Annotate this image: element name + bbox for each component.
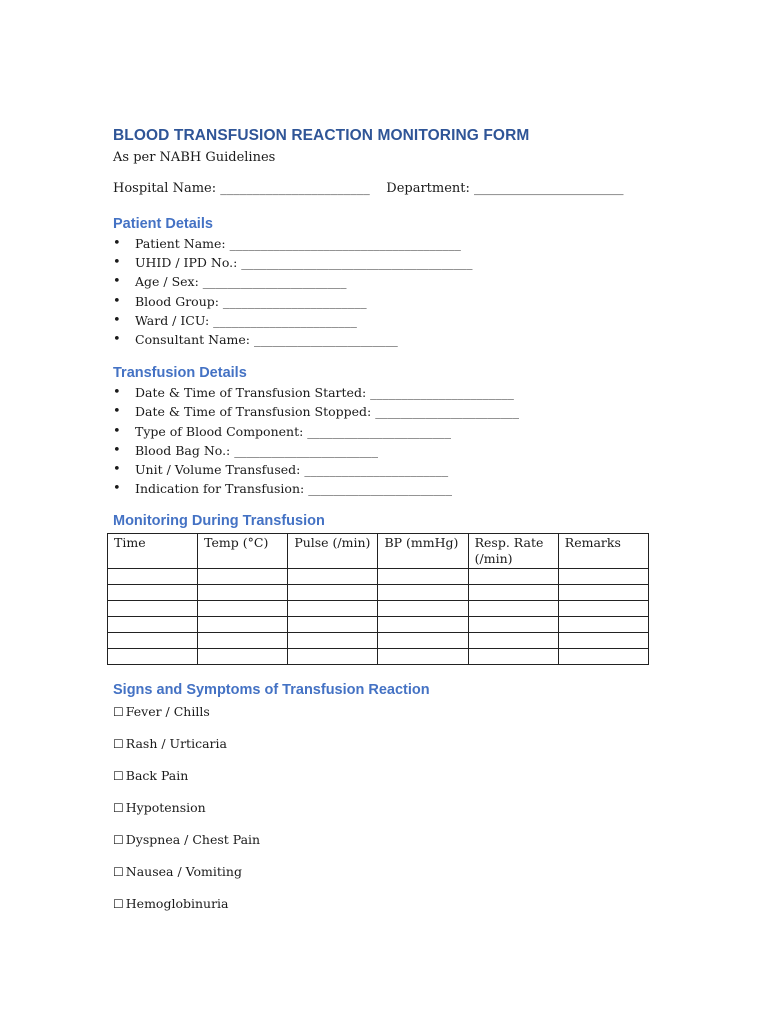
patient-details-list [113, 234, 673, 349]
table-cell[interactable] [468, 601, 558, 617]
table-row [108, 585, 649, 601]
table-cell[interactable] [378, 649, 468, 665]
symptom-checkbox-row[interactable] [113, 895, 673, 927]
form-page [113, 126, 673, 927]
column-header: Resp. Rate (/min) [468, 534, 558, 569]
transfusion-details-list [113, 383, 673, 498]
table-cell[interactable] [378, 601, 468, 617]
symptom-checkbox-row[interactable] [113, 767, 673, 799]
form-subtitle: As per NABH Guidelines [113, 150, 276, 165]
symptom-checkbox-row[interactable] [113, 831, 673, 863]
checkbox-icon[interactable]: ☐ [113, 833, 124, 848]
patient-field-item[interactable]: • Ward / ICU: _______________________ [113, 311, 673, 330]
checkbox-icon[interactable]: ☐ [113, 705, 124, 720]
symptom-checkbox-row[interactable] [113, 799, 673, 831]
table-cell[interactable] [288, 569, 378, 585]
transfusion-field-item[interactable]: • Type of Blood Component: _______________________ [113, 422, 673, 441]
transfusion-field-item[interactable]: • Indication for Transfusion: _______________________ [113, 479, 673, 498]
symptoms-heading: Signs and Symptoms of Transfusion Reaction [113, 682, 430, 699]
patient-field-item[interactable]: • Patient Name: _____________________________________ [113, 234, 673, 253]
transfusion-field-item[interactable]: • Blood Bag No.: _______________________ [113, 441, 673, 460]
symptom-label: Back Pain [125, 768, 189, 784]
table-cell[interactable] [198, 633, 288, 649]
column-header: Pulse (/min) [288, 534, 378, 569]
table-cell[interactable] [468, 569, 558, 585]
table-cell[interactable] [378, 569, 468, 585]
monitoring-heading: Monitoring During Transfusion [113, 513, 325, 530]
checkbox-icon[interactable]: ☐ [113, 897, 124, 912]
table-cell[interactable] [558, 649, 648, 665]
table-cell[interactable] [108, 649, 198, 665]
transfusion-field-item[interactable]: • Date & Time of Transfusion Stopped: _______________________ [113, 402, 673, 421]
column-header: Remarks [558, 534, 648, 569]
table-cell[interactable] [108, 617, 198, 633]
patient-field-item[interactable]: • Consultant Name: _______________________ [113, 330, 673, 349]
table-cell[interactable] [108, 569, 198, 585]
hospital-row [113, 180, 673, 198]
table-cell[interactable] [558, 585, 648, 601]
form-title: BLOOD TRANSFUSION REACTION MONITORING FORM [113, 127, 530, 144]
table-cell[interactable] [558, 569, 648, 585]
table-cell[interactable] [198, 617, 288, 633]
symptom-label: Hypotension [125, 800, 206, 816]
table-cell[interactable] [288, 585, 378, 601]
table-row [108, 633, 649, 649]
symptom-checkbox-row[interactable] [113, 735, 673, 767]
table-cell[interactable] [198, 585, 288, 601]
table-row [108, 569, 649, 585]
transfusion-field-item[interactable]: • Date & Time of Transfusion Started: _______________________ [113, 383, 673, 402]
table-cell[interactable] [108, 585, 198, 601]
table-cell[interactable] [108, 601, 198, 617]
column-header: Time [108, 534, 198, 569]
table-cell[interactable] [558, 601, 648, 617]
table-cell[interactable] [288, 633, 378, 649]
table-row [108, 649, 649, 665]
checkbox-icon[interactable]: ☐ [113, 801, 124, 816]
table-cell[interactable] [108, 633, 198, 649]
symptom-label: Dyspnea / Chest Pain [125, 832, 261, 848]
patient-field-item[interactable]: • Age / Sex: _______________________ [113, 272, 673, 291]
table-cell[interactable] [468, 617, 558, 633]
table-cell[interactable] [198, 569, 288, 585]
table-cell[interactable] [468, 633, 558, 649]
table-cell[interactable] [288, 601, 378, 617]
table-cell[interactable] [378, 585, 468, 601]
symptoms-checklist [113, 703, 673, 927]
table-cell[interactable] [198, 601, 288, 617]
table-cell[interactable] [468, 585, 558, 601]
table-row [108, 601, 649, 617]
symptom-checkbox-row[interactable] [113, 703, 673, 735]
symptom-label: Nausea / Vomiting [125, 864, 242, 880]
table-cell[interactable] [468, 649, 558, 665]
symptom-label: Rash / Urticaria [125, 736, 227, 752]
checkbox-icon[interactable]: ☐ [113, 865, 124, 880]
table-cell[interactable] [378, 633, 468, 649]
patient-details-heading: Patient Details [113, 216, 213, 232]
column-header: Temp (°C) [198, 534, 288, 569]
table-cell[interactable] [288, 617, 378, 633]
table-row [108, 617, 649, 633]
symptom-checkbox-row[interactable] [113, 863, 673, 895]
checkbox-icon[interactable]: ☐ [113, 737, 124, 752]
patient-field-item[interactable]: • UHID / IPD No.: _____________________________________ [113, 253, 673, 272]
table-cell[interactable] [558, 617, 648, 633]
table-cell[interactable] [558, 633, 648, 649]
patient-field-item[interactable]: • Blood Group: _______________________ [113, 292, 673, 311]
symptom-label: Hemoglobinuria [125, 896, 229, 912]
transfusion-field-item[interactable]: • Unit / Volume Transfused: _______________________ [113, 460, 673, 479]
checkbox-icon[interactable]: ☐ [113, 769, 124, 784]
hospital-name-field[interactable]: Hospital Name: _______________________ [113, 181, 370, 196]
table-cell[interactable] [288, 649, 378, 665]
column-header: BP (mmHg) [378, 534, 468, 569]
table-header-row [108, 534, 649, 569]
monitoring-table [107, 533, 649, 665]
department-field[interactable]: Department: _______________________ [386, 181, 624, 196]
transfusion-details-heading: Transfusion Details [113, 365, 247, 382]
table-cell[interactable] [198, 649, 288, 665]
symptom-label: Fever / Chills [125, 704, 210, 720]
table-cell[interactable] [378, 617, 468, 633]
